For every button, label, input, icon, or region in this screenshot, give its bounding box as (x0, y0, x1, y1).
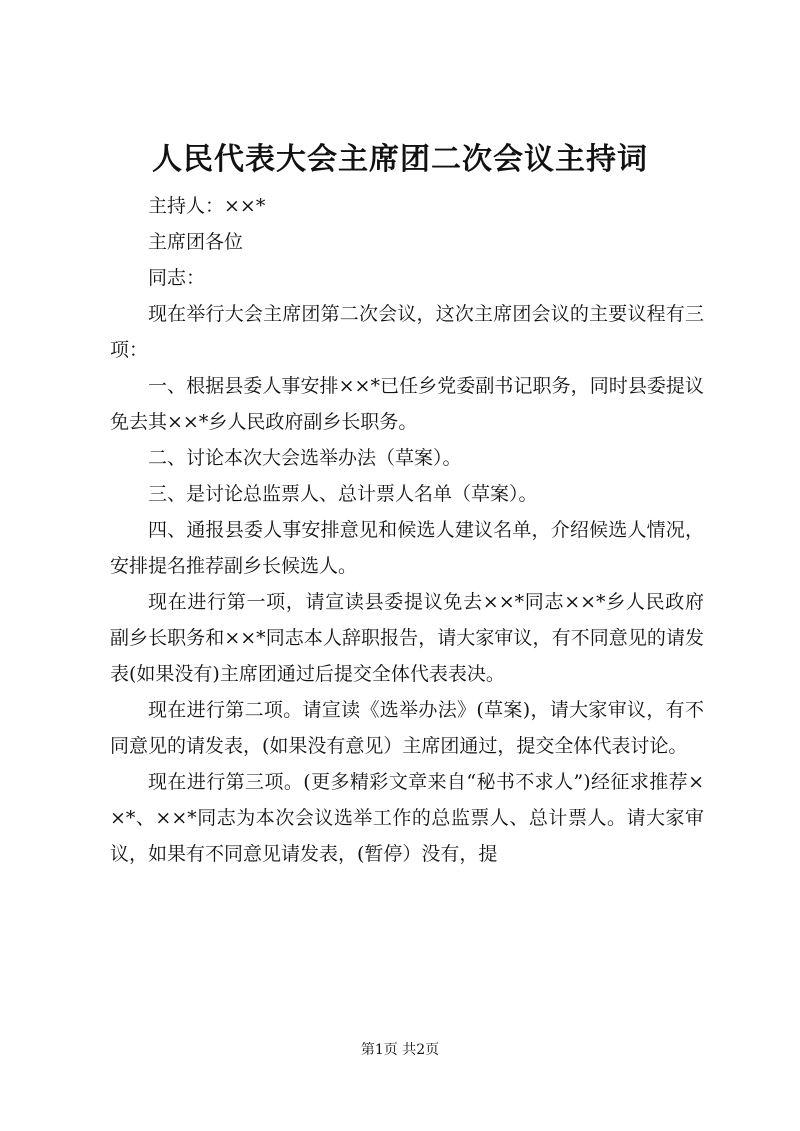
document-body (110, 188, 704, 872)
paragraph-agenda-4: 四、通报县委人事安排意见和候选人建议名单，介绍候选人情况，安排提名推荐副乡长候选人。 (110, 519, 704, 577)
paragraph-salutation-1: 主席团各位 (148, 231, 244, 253)
paragraph-agenda-3: 三、是讨论总监票人、总计票人名单（草案）。 (148, 483, 538, 505)
paragraph-item-2: 现在进行第二项。请宣读《选举办法》(草案)，请大家审议，有不同意见的请发表，(如果没有意见）主席团通过，提交全体代表讨论。 (110, 699, 704, 757)
page-number-footer: 第1页 共2页 (360, 1042, 440, 1058)
paragraph-item-3: 现在进行第三项。(更多精彩文章来自“秘书不求人”)经征求推荐××*、××*同志为本次会议选举工作的总监票人、总计票人。请大家审议，如果有不同意见请发表，(暂停）没有，提 (110, 771, 704, 865)
paragraph-salutation-2: 同志： (148, 267, 206, 289)
paragraph-host: 主持人：××* (148, 195, 266, 217)
document-title: 人民代表大会主席团二次会议主持词 (152, 142, 648, 177)
paragraph-intro: 现在举行大会主席团第二次会议，这次主席团会议的主要议程有三项： (110, 303, 704, 361)
paragraph-agenda-1: 一、根据县委人事安排××*已任乡党委副书记职务，同时县委提议免去其××*乡人民政府副乡长职务。 (110, 375, 704, 433)
paragraph-agenda-2: 二、讨论本次大会选举办法（草案）。 (148, 447, 462, 469)
paragraph-item-1: 现在进行第一项，请宣读县委提议免去××*同志××*乡人民政府副乡长职务和××*同志本人辞职报告，请大家审议，有不同意见的请发表(如果没有)主席团通过后提交全体代表表决。 (110, 591, 704, 685)
